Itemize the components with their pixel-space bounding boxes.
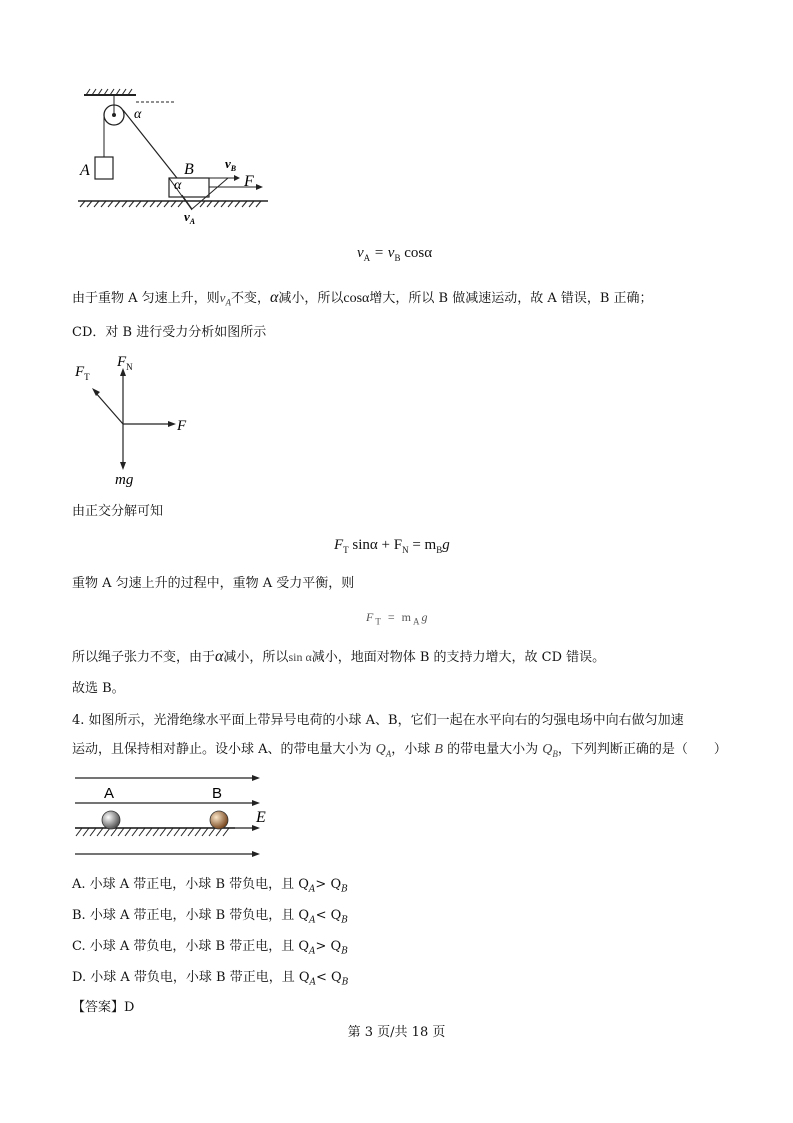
question-4-line-1: 4. 如图所示，光滑绝缘水平面上带异号电荷的小球 A、B，它们一起在水平向右的匀强电场中向右做匀加速 [72,713,684,728]
fig1-label-a: A [80,162,90,179]
force-fn-label: $F_N$ [117,354,133,372]
fig1-label-vb: $v_B$ [225,156,237,173]
paragraph-5: 所以绳子张力不变，由于α减小，所以sin α减小，地面对物体 B 的支持力增大，故 CD 错误。 [72,648,606,665]
fig1-alpha-top: α [134,107,142,122]
fig1-alpha-block: α [174,178,182,193]
force-mg-label: mg [115,472,134,488]
paragraph-3: 由正交分解可知 [72,504,164,519]
equation-equilibrium: $F_T = m_Ag$ [366,610,430,627]
fig3-label-a: A [104,785,115,802]
fig3-label-e: E [256,809,266,826]
force-diagram [70,352,200,492]
question-4-line-2: 运动，且保持相对静止。设小球 A、的带电量大小为 $Q_A$，小球 B 的带电量大小为 $Q_B$，下列判断正确的是（ ） [72,742,727,759]
ball-b [210,811,228,829]
paragraph-2: CD．对 B 进行受力分析如图所示 [72,325,267,340]
equation-decomposition: $F_T$ $\sin\alpha + F_N = m_Bg$ [334,537,450,555]
force-ft-label: $F_T$ [75,364,90,382]
paragraph-6: 故选 B。 [72,681,125,696]
option-c[interactable]: C. 小球 A 带负电，小球 B 带正电，且 $Q_A> Q_B$ [72,939,348,957]
fig1-label-va: $v_A$ [184,209,196,226]
option-d[interactable]: D. 小球 A 带负电，小球 B 带正电，且 $Q_A< Q_B$ [72,970,349,988]
answer [72,999,134,1017]
electric-field-figure [70,770,280,860]
option-a[interactable]: A. 小球 A 带正电，小球 B 带负电，且 $Q_A> Q_B$ [72,877,348,895]
fig3-label-b: B [212,785,223,802]
ball-a [102,811,120,829]
option-b[interactable]: B. 小球 A 带正电，小球 B 带负电，且 $Q_A< Q_B$ [72,908,348,926]
answer-value: D [124,1000,135,1015]
page-footer: 第 3 页/共 18 页 [347,1025,446,1040]
paragraph-1: 由于重物 A 匀速上升，则$v_A$不变，α减小，所以cosα增大，所以 B 做减速运动，故 A 错误，B 正确； [72,289,653,308]
answer-label: 【答案】 [72,1000,125,1015]
force-f-label: F [177,418,187,434]
paragraph-4: 重物 A 匀速上升的过程中，重物 A 受力平衡，则 [72,576,355,591]
equation-velocity: $v_A = v_B$ cosα [357,245,433,263]
fig1-label-b: B [184,161,194,178]
fig1-label-f: F [244,173,254,190]
pulley-figure [70,85,280,230]
